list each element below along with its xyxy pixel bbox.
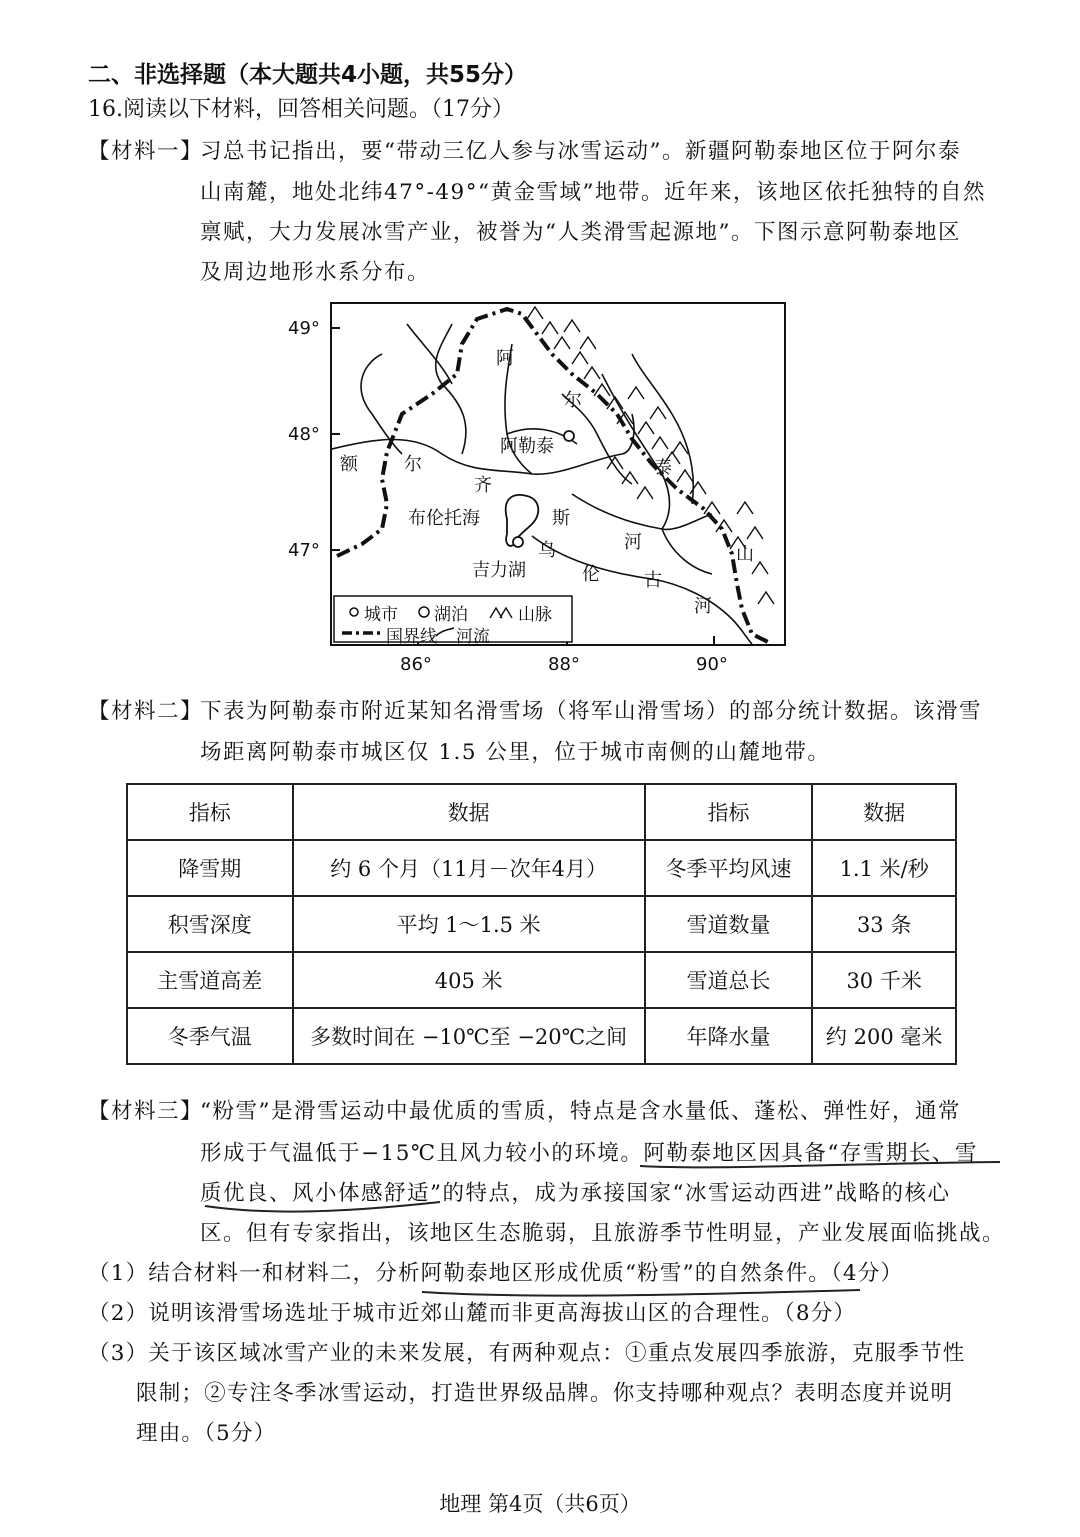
lon-label: 86° <box>400 654 432 675</box>
table-cell: 主雪道高差 <box>127 952 293 1008</box>
subquestion-3-cont: 理由。（5分） <box>136 1421 277 1446</box>
map-label-erqisi: 斯 <box>552 508 570 529</box>
map-label-erqisi: 额 <box>340 454 358 475</box>
table-header: 指标 <box>645 784 813 840</box>
material-2-line: 场距离阿勒泰市城区仅 1.5 公里，位于城市南侧的山麓地带。 <box>200 740 831 765</box>
material-3-line: 区。但有专家指出，该地区生态脆弱，且旅游季节性明显，产业发展面临挑战。 <box>200 1221 1006 1246</box>
subquestion-3-cont: 限制；②专注冬季冰雪运动，打造世界级品牌。你支持哪种观点？表明态度并说明 <box>136 1381 954 1406</box>
map-label-buluntuohai: 布伦托海 <box>408 508 480 529</box>
question-stem: 16.阅读以下材料，回答相关问题。（17分） <box>88 97 514 122</box>
material-2-tag: 【材料二】 <box>88 699 204 724</box>
table-cell: 年降水量 <box>645 1008 813 1064</box>
map-label-wulungu: 乌 <box>538 540 556 561</box>
material-1-line: 习总书记指出，要“带动三亿人参与冰雪运动”。新疆阿勒泰地区位于阿尔泰 <box>200 139 961 164</box>
table-cell: 33 条 <box>812 896 956 952</box>
map-label-city: 阿勒泰 <box>500 436 554 457</box>
subquestion-3: （3）关于该区域冰雪产业的未来发展，有两种观点：①重点发展四季旅游，克服季节性 <box>88 1341 966 1366</box>
material-3-line: “粉雪”是滑雪运动中最优质的雪质，特点是含水量低、蓬松、弹性好，通常 <box>200 1099 961 1124</box>
material-1-line: 禀赋，大力发展冰雪产业，被誉为“人类滑雪起源地”。下图示意阿勒泰地区 <box>200 220 961 245</box>
map-label-wulungu: 河 <box>694 596 712 617</box>
table-header: 数据 <box>812 784 956 840</box>
legend-lake: 湖泊 <box>434 605 468 625</box>
section-title: 二、非选择题（本大题共4小题，共55分） <box>88 62 528 88</box>
map-label-erqisi: 河 <box>624 532 642 553</box>
material-2-line: 下表为阿勒泰市附近某知名滑雪场（将军山滑雪场）的部分统计数据。该滑雪 <box>200 699 983 724</box>
material-1-line: 及周边地形水系分布。 <box>200 260 431 285</box>
table-cell: 冬季气温 <box>127 1008 293 1064</box>
map-label-wulungu: 古 <box>644 570 662 591</box>
lon-label: 90° <box>696 654 728 675</box>
table-cell: 30 千米 <box>812 952 956 1008</box>
table-header: 数据 <box>293 784 645 840</box>
map-label-erqisi: 齐 <box>474 475 492 496</box>
legend-city: 城市 <box>364 605 398 625</box>
material-3-tag: 【材料三】 <box>88 1099 204 1124</box>
map-label-erqisi: 尔 <box>404 454 422 475</box>
table-cell: 雪道数量 <box>645 896 813 952</box>
table-header: 指标 <box>127 784 293 840</box>
subquestion-2: （2）说明该滑雪场选址于城市近郊山麓而非更高海拔山区的合理性。（8分） <box>88 1301 857 1326</box>
table-cell: 降雪期 <box>127 840 293 896</box>
lat-label: 47° <box>288 540 320 561</box>
subquestion-1: （1）结合材料一和材料二，分析阿勒泰地区形成优质“粉雪”的自然条件。（4分） <box>88 1261 904 1286</box>
map-label-wulungu: 伦 <box>582 564 600 585</box>
table-cell: 约 200 毫米 <box>812 1008 956 1064</box>
table-cell: 1.1 米/秒 <box>812 840 956 896</box>
map-label-mountain: 泰 <box>654 458 672 479</box>
material-3-line: 形成于气温低于−15℃且风力较小的环境。阿勒泰地区因具备“存雪期长、雪 <box>200 1141 978 1166</box>
material-1-tag: 【材料一】 <box>88 139 204 164</box>
table-cell: 约 6 个月（11月－次年4月） <box>293 840 645 896</box>
table-cell: 多数时间在 −10℃至 −20℃之间 <box>293 1008 645 1064</box>
lat-label: 48° <box>288 424 320 445</box>
legend-river: 河流 <box>456 627 490 647</box>
table-cell: 冬季平均风速 <box>645 840 813 896</box>
table-cell: 积雪深度 <box>127 896 293 952</box>
map-label-mountain: 阿 <box>496 348 514 369</box>
table-cell: 405 米 <box>293 952 645 1008</box>
page-footer: 地理 第4页（共6页） <box>439 1492 641 1516</box>
lon-label: 88° <box>548 654 580 675</box>
map-label-mountain: 尔 <box>564 390 582 411</box>
map-label-jili: 吉力湖 <box>472 560 526 581</box>
lat-label: 49° <box>288 318 320 339</box>
legend-mountain: 山脉 <box>518 605 552 625</box>
table-cell: 平均 1～1.5 米 <box>293 896 645 952</box>
map-label-mountain: 山 <box>736 544 754 565</box>
table-cell: 雪道总长 <box>645 952 813 1008</box>
material-3-line: 质优良、风小体感舒适”的特点，成为承接国家“冰雪运动西进”战略的核心 <box>200 1181 951 1206</box>
material-1-line: 山南麓，地处北纬47°-49°“黄金雪域”地带。近年来，该地区依托独特的自然 <box>200 180 986 205</box>
legend-border: 国界线 <box>386 627 437 647</box>
